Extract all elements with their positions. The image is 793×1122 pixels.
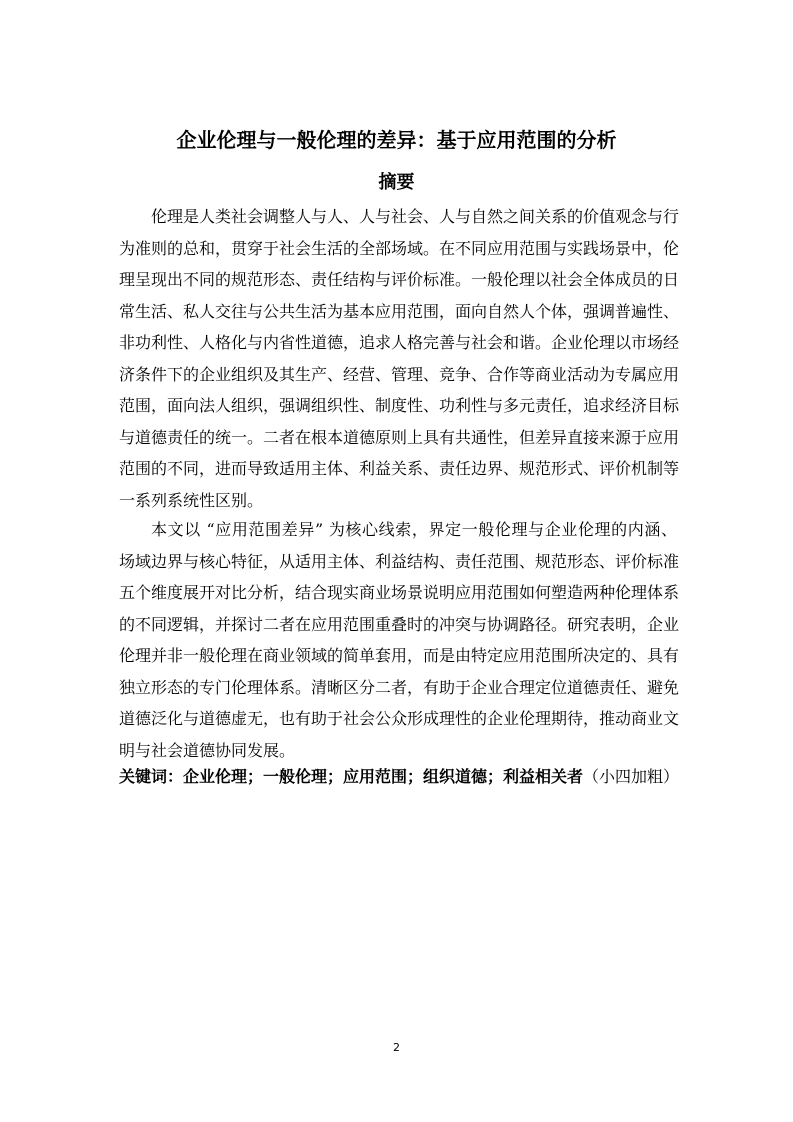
text-line: 为准则的总和，贯穿于社会生活的全部场域。在不同应用范围与实践场景中，伦 [119, 238, 680, 258]
text-line: 场域边界与核心特征，从适用主体、利益结构、责任范围、规范形态、评价标准 [119, 551, 680, 571]
abstract-paragraph-2 [119, 514, 680, 766]
keywords-note: （小四加粗） [583, 767, 680, 786]
document-title: 企业伦理与一般伦理的差异：基于应用范围的分析 [176, 128, 617, 152]
text-line: 常生活、私人交往与公共生活为基本应用范围，面向自然人个体，强调普遍性、 [119, 301, 680, 321]
text-line: 独立形态的专门伦理体系。清晰区分二者，有助于企业合理定位道德责任、避免 [119, 677, 680, 697]
text-line: 济条件下的企业组织及其生产、经营、管理、竞争、合作等商业活动为专属应用 [119, 364, 680, 384]
text-line: 明与社会道德协同发展。 [119, 740, 296, 760]
text-line: 伦理并非一般伦理在商业领域的简单套用，而是由特定应用范围所决定的、具有 [119, 646, 680, 665]
abstract-paragraph-1 [119, 201, 680, 516]
abstract-heading: 摘要 [378, 172, 415, 193]
text-line: 范围，面向法人组织，强调组织性、制度性、功利性与多元责任，追求经济目标 [119, 396, 680, 415]
text-line: 与道德责任的统一。二者在根本道德原则上具有共通性，但差异直接来源于应用 [119, 427, 680, 447]
text-line: 一系列系统性区别。 [119, 490, 264, 510]
text-line: 范围的不同，进而导致适用主体、利益关系、责任边界、规范形式、评价机制等 [119, 459, 680, 478]
text-line: 的不同逻辑，并探讨二者在应用范围重叠时的冲突与协调路径。研究表明，企业 [119, 614, 680, 634]
text-line: 五个维度展开对比分析，结合现实商业场景说明应用范围如何塑造两种伦理体系 [119, 583, 680, 602]
text-line: 伦理是人类社会调整人与人、人与社会、人与自然之间关系的价值观念与行 [151, 207, 680, 226]
text-line: 理呈现出不同的规范形态、责任结构与评价标准。一般伦理以社会全体成员的日 [119, 270, 680, 289]
keywords-terms: 企业伦理；一般伦理；应用范围；组织道德；利益相关者 [183, 767, 584, 786]
page-number: 2 [393, 1041, 400, 1054]
text-line: 道德泛化与道德虚无，也有助于社会公众形成理性的企业伦理期待，推动商业文 [119, 709, 680, 728]
keywords-line [119, 763, 680, 791]
keywords-label: 关键词： [119, 767, 184, 786]
text-line: 非功利性、人格化与内省性道德，追求人格完善与社会和谐。企业伦理以市场经 [119, 333, 680, 352]
text-line: 本文以 “应用范围差异” 为核心线索，界定一般伦理与企业伦理的内涵、 [151, 520, 677, 539]
